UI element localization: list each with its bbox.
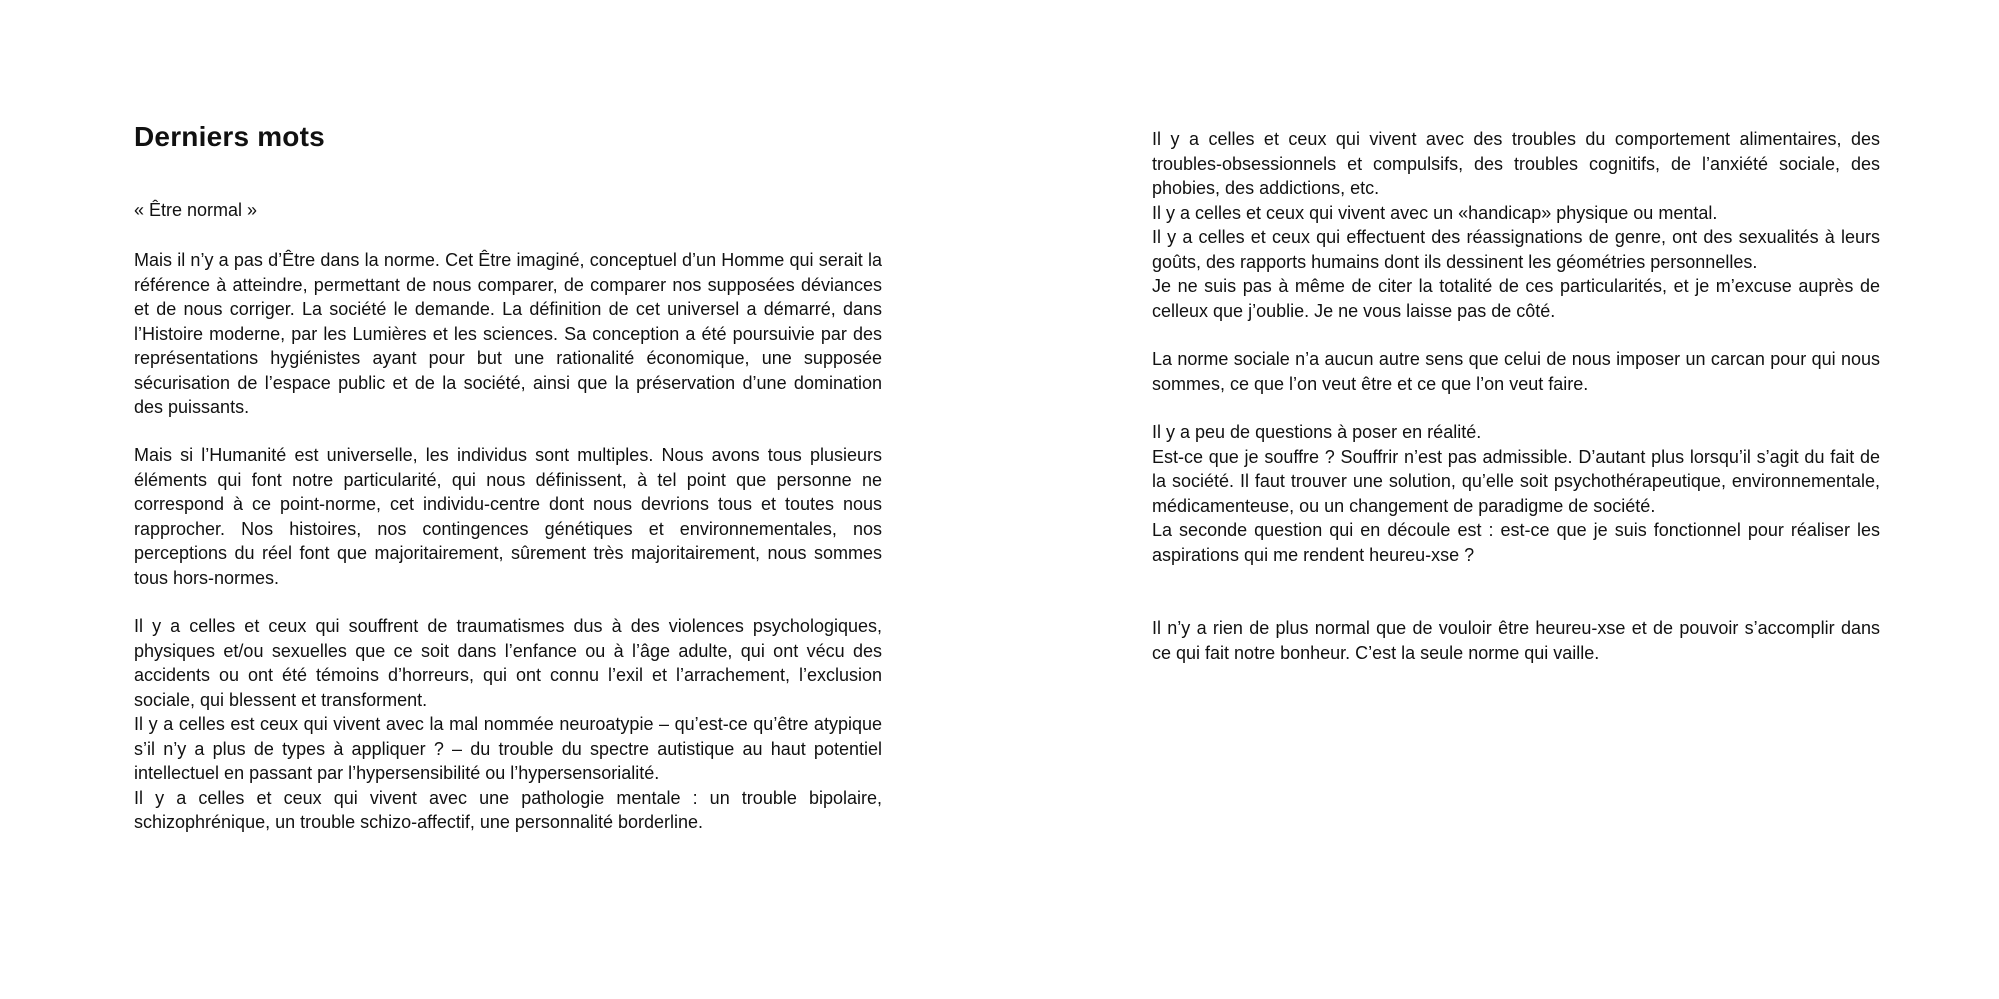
paragraph-text: La norme sociale n’a aucun autre sens que celui de nous imposer un carcan pour qui nous sommes, ce que l’on veut être et ce que l’on veut faire.: [1152, 349, 1880, 394]
paragraph-text: Il y a celles est ceux qui vivent avec la mal nommée neuroatypie – qu’est-ce qu’être atypique s’il n’y a plus de types à appliquer ? – du trouble du spectre autistique au haut potentiel intellectuel en passant par l’hypersensibilité ou l’hypersensorialité.: [134, 714, 882, 783]
right-page: [1152, 0, 1880, 999]
paragraph-text: La seconde question qui en découle est : est-ce que je suis fonctionnel pour réaliser les aspirations qui me rendent heureu-xse ?: [1152, 520, 1880, 565]
paragraph: [1152, 127, 1880, 323]
paragraph-text: Il y a celles et ceux qui vivent avec une pathologie mentale : un trouble bipolaire, schizophrénique, un trouble schizo-affectif, une personnalité borderline.: [134, 787, 882, 832]
paragraph: [1152, 616, 1880, 665]
paragraph-text: Je ne suis pas à même de citer la totalité de ces particularités, et je m’excuse auprès de celleux que j’oublie. Je ne vous laisse pas de côté.: [1152, 276, 1880, 321]
paragraph-text: Il n’y a rien de plus normal que de vouloir être heureu-xse et de pouvoir s’accomplir dans ce qui fait notre bonheur. C’est la seule norme qui vaille.: [1152, 618, 1880, 663]
epigraph-block: [134, 198, 882, 223]
paragraph: [1152, 347, 1880, 396]
paragraph: [1152, 420, 1880, 567]
paragraph-text: Mais il n’y a pas d’Être dans la norme. Cet Être imaginé, conceptuel d’un Homme qui serait la référence à atteindre, permettant de nous comparer, de comparer nos supposées déviances et de nous corriger. La société le demande. La définition de cet universel a démarré, dans l’Histoire moderne, par les Lumières et les sciences. Sa conception a été poursuivie par des représentations hygiénistes ayant pour but une rationalité économique, une supposée sécurisation de l’espace public et de la société, ainsi que la préservation d’une domination des puissants.: [134, 250, 882, 417]
paragraph-text: Il y a celles et ceux qui vivent avec un «handicap» physique ou mental.: [1152, 202, 1718, 223]
paragraph: [134, 614, 882, 835]
paragraph-text: Il y a celles et ceux qui souffrent de traumatismes dus à des violences psychologiques, physiques et/ou sexuelles que ce soit dans l’enfance ou à l’âge adulte, qui ont vécu des accidents ou ont été témoins d’horreurs, qui ont connu l’exil et l’arrachement, l’exclusion sociale, qui blessent et transforment.: [134, 616, 882, 710]
paragraph: [134, 248, 882, 420]
paragraph: [134, 443, 882, 590]
chapter-title: Derniers mots: [134, 121, 325, 152]
paragraph-text: Est-ce que je souffre ? Souffrir n’est pas admissible. D’autant plus lorsqu’il s’agit du fait de la société. Il faut trouver une solution, qu’elle soit psychothérapeutique, environnementale, médicamenteuse, ou un changement de paradigme de société.: [1152, 446, 1880, 516]
paragraph-text: Il y a peu de questions à poser en réalité.: [1152, 422, 1482, 442]
left-page: [134, 0, 882, 999]
paragraph-text: Il y a celles et ceux qui effectuent des réassignations de genre, ont des sexualités à leurs goûts, des rapports humains dont ils dessinent les géométries personnelles.: [1152, 227, 1880, 272]
epigraph-text: « Être normal »: [134, 200, 258, 220]
paragraph-text: Mais si l’Humanité est universelle, les individus sont multiples. Nous avons tous plusieurs éléments qui font notre particularité, qui nous définissent, à tel point que personne ne correspond à ce point-norme, cet individu-centre dont nous devrions tous et toutes nous rapprocher. Nos histoires, nos contingences génétiques et environnementales, nos perceptions du réel font que majoritairement, sûrement très majoritairement, nous sommes tous hors-normes.: [134, 445, 882, 588]
paragraph-text: Il y a celles et ceux qui vivent avec des troubles du comportement alimentaires, des troubles-obsessionnels et compulsifs, des troubles cognitifs, de l’anxiété sociale, des phobies, des addictions, etc.: [1152, 129, 1880, 198]
